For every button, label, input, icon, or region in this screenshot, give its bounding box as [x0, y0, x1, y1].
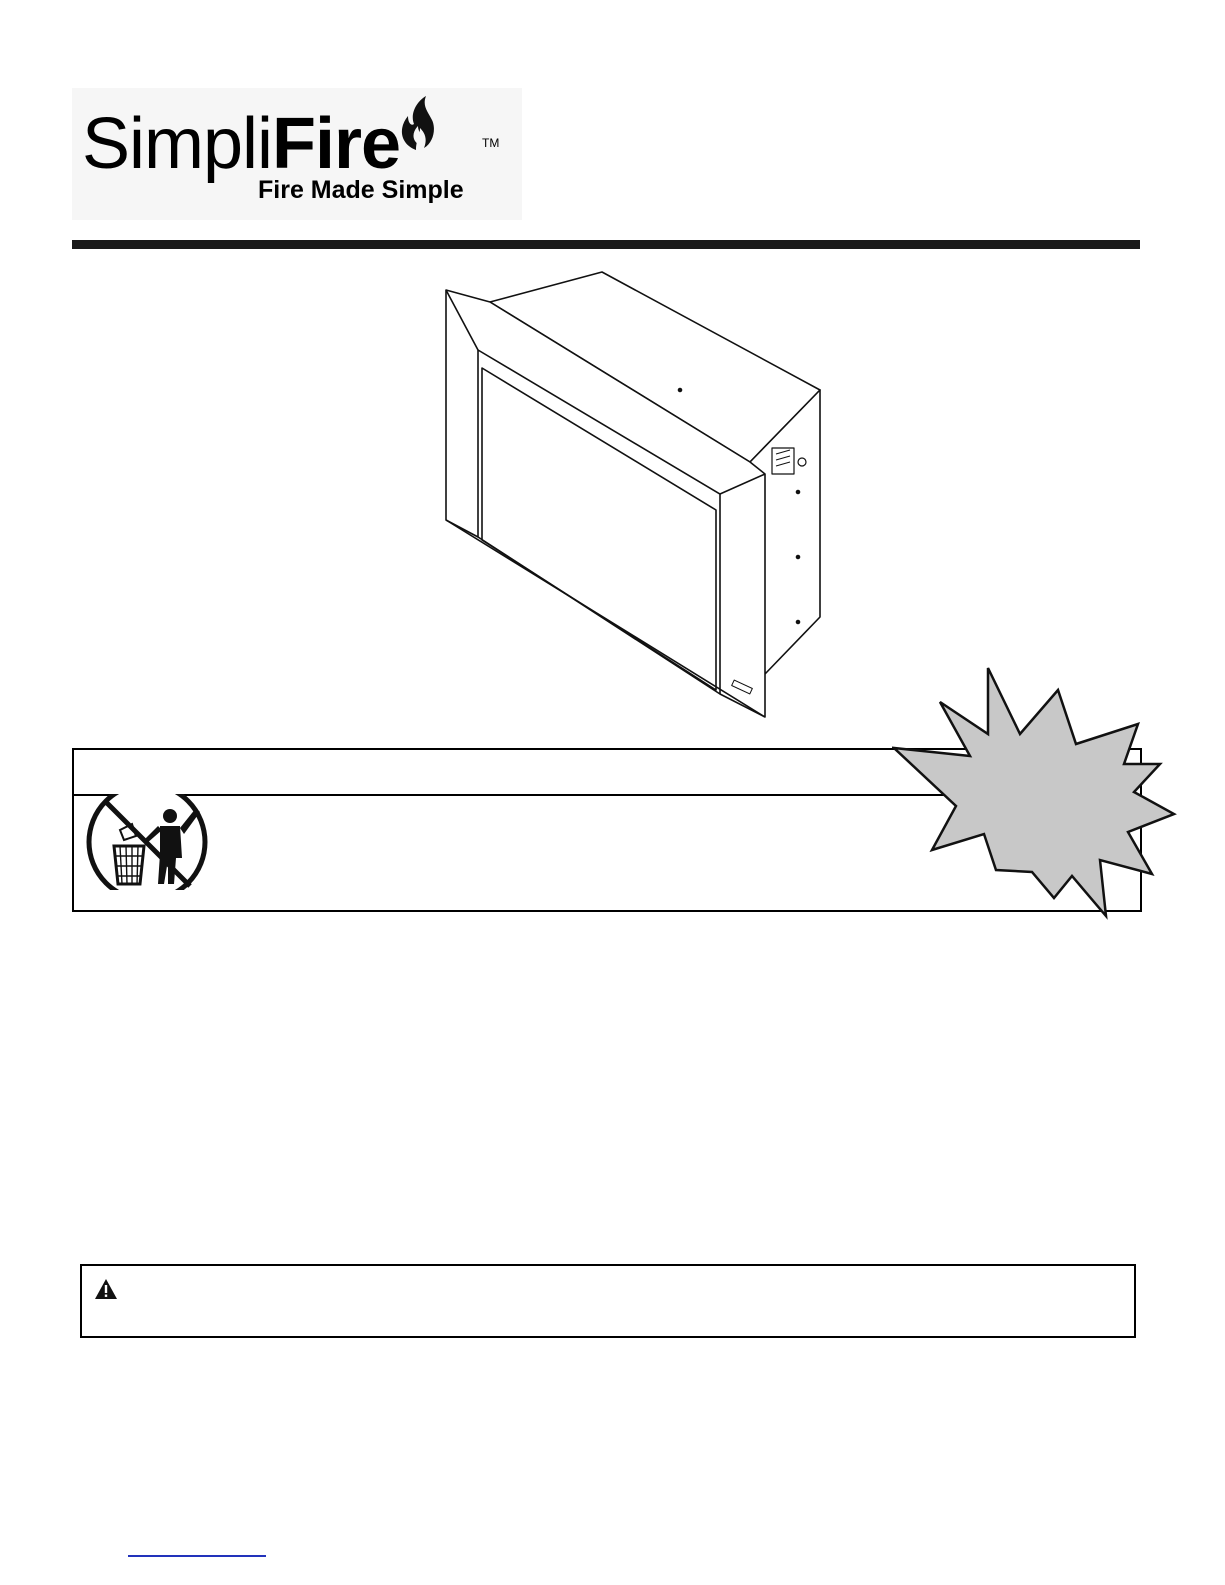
- flame-icon: [394, 94, 440, 152]
- header-rule: [72, 240, 1140, 249]
- warning-triangle-icon: [94, 1278, 118, 1300]
- no-litter-icon: [86, 794, 208, 890]
- brand-logo: [72, 88, 522, 220]
- footer-link-underline[interactable]: [128, 1555, 266, 1557]
- logo-wordmark-bold: Fire: [272, 104, 401, 184]
- trademark-mark: TM: [482, 136, 500, 150]
- logo-wordmark-light: Simpli: [82, 104, 273, 184]
- starburst-callout: [892, 664, 1208, 924]
- fireplace-insert-illustration: [430, 262, 830, 722]
- logo-wordmark: [82, 104, 401, 184]
- logo-tagline: Fire Made Simple: [258, 176, 464, 204]
- warning-box: [80, 1264, 1136, 1338]
